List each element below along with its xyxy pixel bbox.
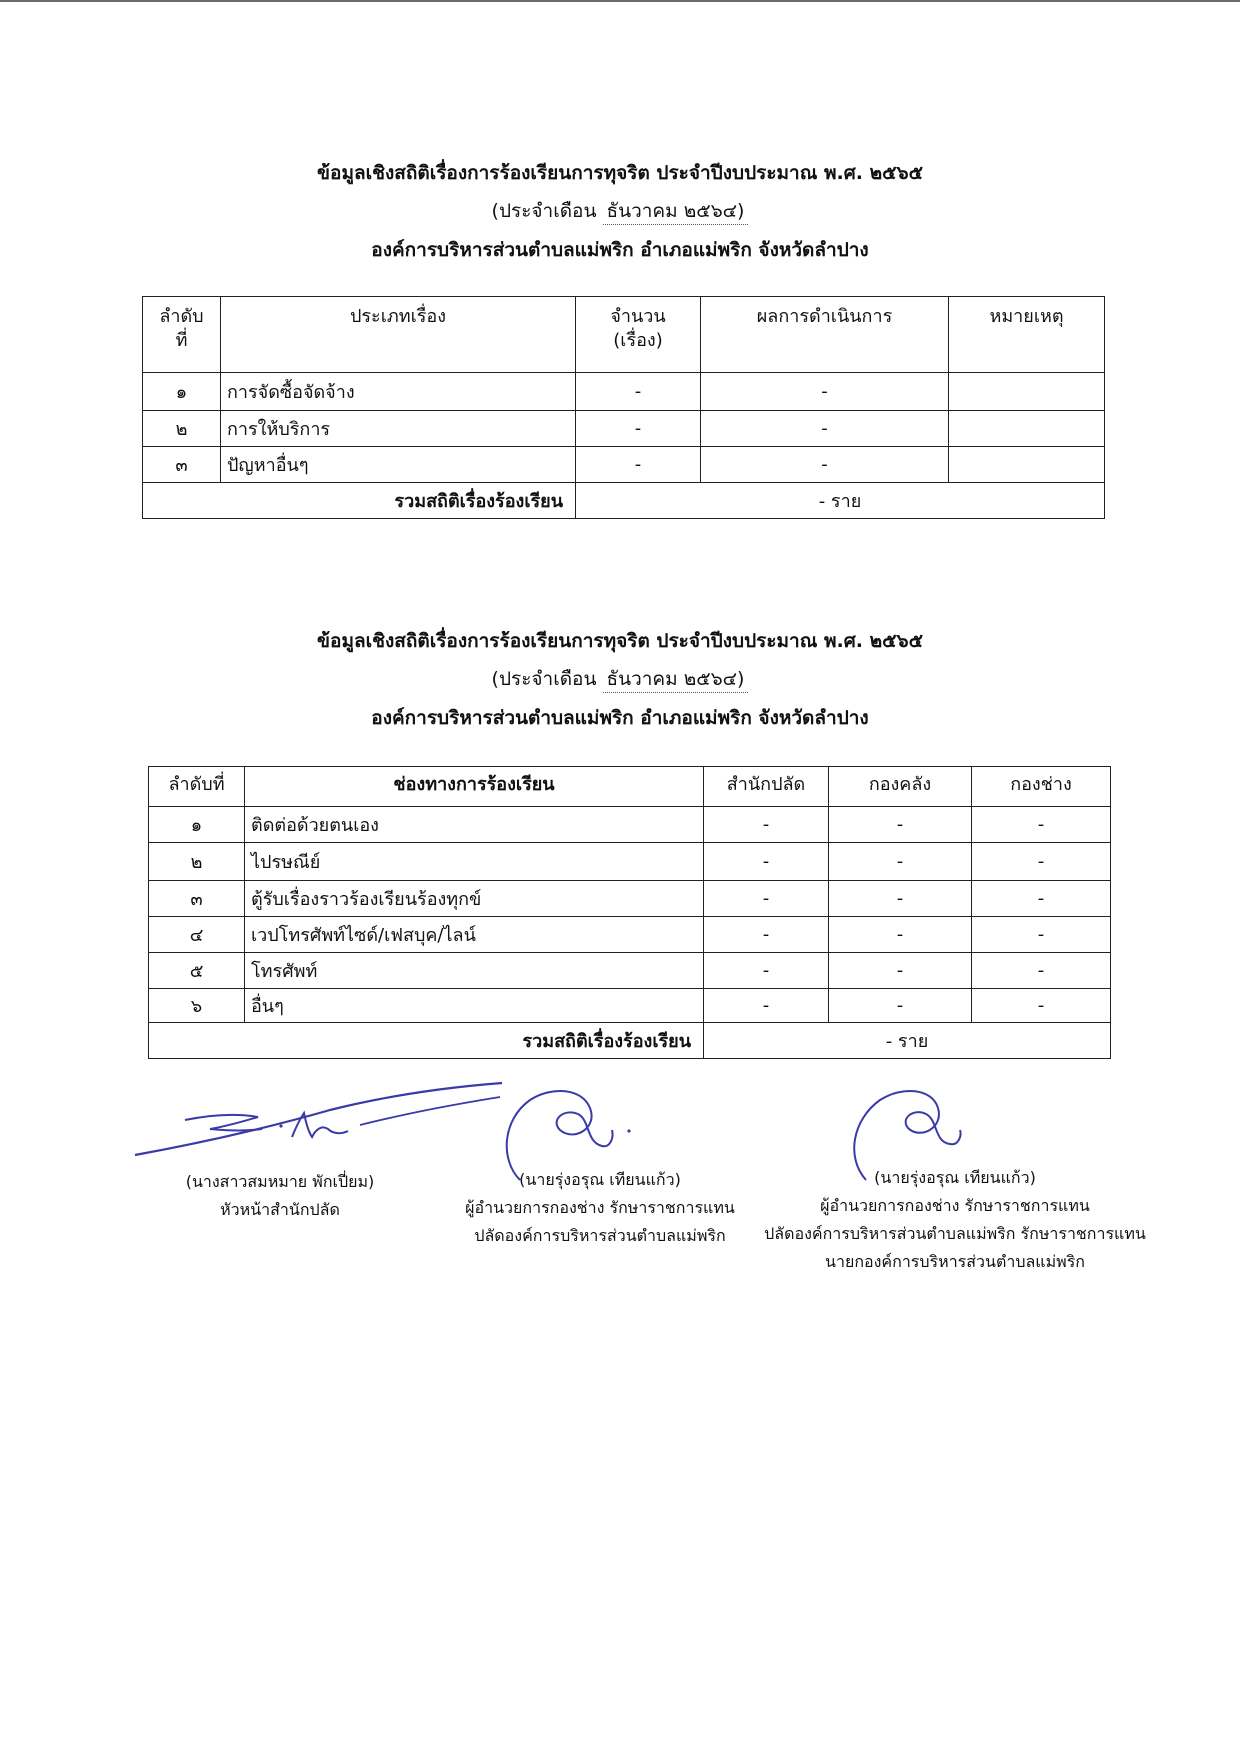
row-finance: - [829, 807, 972, 843]
header-finance: กองคลัง [829, 767, 972, 807]
row-type: ปัญหาอื่นๆ [221, 447, 576, 483]
table-row [149, 917, 1111, 953]
table-row [149, 881, 1111, 917]
table-row [143, 373, 1105, 411]
table-total-row [143, 483, 1105, 519]
section1-month-line [0, 198, 1240, 225]
header-remark: หมายเหตุ [949, 297, 1105, 373]
row-office: - [704, 881, 829, 917]
section1-title: ข้อมูลเชิงสถิติเรื่องการร้องเรียนการทุจริต ประจำปีงบประมาณ พ.ศ. ๒๕๖๕ [317, 162, 923, 184]
header-office: สำนักปลัด [704, 767, 829, 807]
signature-position: ปลัดองค์การบริหารส่วนตำบลแม่พริก [474, 1226, 726, 1245]
table-row [149, 843, 1111, 881]
total-value: - ราย [704, 1023, 1111, 1059]
section2-month-line [0, 666, 1240, 693]
row-channel: อื่นๆ [245, 989, 704, 1023]
signature-block-2 [430, 1166, 770, 1250]
row-engineering: - [972, 807, 1111, 843]
page-top-border [0, 0, 1240, 2]
header-result: ผลการดำเนินการ [701, 297, 949, 373]
row-office: - [704, 843, 829, 881]
header-no: ลำดับที่ [149, 767, 245, 807]
row-channel: โทรศัพท์ [245, 953, 704, 989]
signature-position: นายกองค์การบริหารส่วนตำบลแม่พริก [825, 1252, 1085, 1271]
header-engineering: กองช่าง [972, 767, 1111, 807]
row-no: ๕ [149, 953, 245, 989]
section2-organization: องค์การบริหารส่วนตำบลแม่พริก อำเภอแม่พริก จังหวัดลำปาง [371, 707, 869, 729]
signature-position: หัวหน้าสำนักปลัด [220, 1200, 340, 1219]
row-no: ๔ [149, 917, 245, 953]
row-count: - [576, 373, 701, 411]
row-finance: - [829, 881, 972, 917]
row-no: ๒ [143, 411, 221, 447]
row-remark [949, 373, 1105, 411]
signature-position: ปลัดองค์การบริหารส่วนตำบลแม่พริก รักษาราชการแทน [764, 1224, 1146, 1243]
section1-month-value: ธันวาคม ๒๕๖๔) [603, 198, 749, 225]
row-finance: - [829, 953, 972, 989]
header-count: จำนวน (เรื่อง) [576, 297, 701, 373]
section2-month-value: ธันวาคม ๒๕๖๔) [603, 666, 749, 693]
row-no: ๖ [149, 989, 245, 1023]
row-engineering: - [972, 917, 1111, 953]
row-type: การให้บริการ [221, 411, 576, 447]
row-office: - [704, 917, 829, 953]
row-finance: - [829, 989, 972, 1023]
total-value: - ราย [576, 483, 1105, 519]
row-remark [949, 411, 1105, 447]
row-channel: ตู้รับเรื่องราวร้องเรียนร้องทุกข์ [245, 881, 704, 917]
row-count: - [576, 411, 701, 447]
signature-scribble-1 [130, 1075, 510, 1165]
table-row [149, 953, 1111, 989]
row-no: ๑ [149, 807, 245, 843]
row-engineering: - [972, 843, 1111, 881]
signature-position: ผู้อำนวยการกองช่าง รักษาราชการแทน [820, 1196, 1090, 1215]
row-office: - [704, 953, 829, 989]
section2-title: ข้อมูลเชิงสถิติเรื่องการร้องเรียนการทุจริต ประจำปีงบประมาณ พ.ศ. ๒๕๖๕ [317, 630, 923, 652]
row-office: - [704, 807, 829, 843]
section2-month-prefix: (ประจำเดือน [491, 668, 597, 690]
signature-name: (นางสาวสมหมาย พักเปี่ยม) [185, 1172, 375, 1191]
table-row [149, 807, 1111, 843]
section1-organization: องค์การบริหารส่วนตำบลแม่พริก อำเภอแม่พริก จังหวัดลำปาง [371, 239, 869, 261]
signature-position: ผู้อำนวยการกองช่าง รักษาราชการแทน [465, 1198, 735, 1217]
row-channel: ไปรษณีย์ [245, 843, 704, 881]
row-type: การจัดซื้อจัดจ้าง [221, 373, 576, 411]
row-no: ๑ [143, 373, 221, 411]
row-engineering: - [972, 953, 1111, 989]
signature-block-3 [735, 1164, 1175, 1276]
total-label: รวมสถิติเรื่องร้องเรียน [143, 483, 576, 519]
row-channel: ติดต่อด้วยตนเอง [245, 807, 704, 843]
row-office: - [704, 989, 829, 1023]
row-engineering: - [972, 881, 1111, 917]
section2-heading [0, 628, 1240, 731]
table-total-row [149, 1023, 1111, 1059]
signature-name: (นายรุ่งอรุณ เทียนแก้ว) [519, 1170, 681, 1189]
table-row [143, 411, 1105, 447]
row-finance: - [829, 843, 972, 881]
row-no: ๓ [149, 881, 245, 917]
signature-name: (นายรุ่งอรุณ เทียนแก้ว) [874, 1168, 1036, 1187]
header-no: ลำดับ ที่ [143, 297, 221, 373]
row-channel: เวปโทรศัพท์ไซด์/เฟสบุค/ไลน์ [245, 917, 704, 953]
section1-month-prefix: (ประจำเดือน [491, 200, 597, 222]
row-result: - [701, 373, 949, 411]
row-result: - [701, 447, 949, 483]
total-label: รวมสถิติเรื่องร้องเรียน [149, 1023, 704, 1059]
section1-heading [0, 160, 1240, 263]
row-no: ๒ [149, 843, 245, 881]
table-row [143, 447, 1105, 483]
row-remark [949, 447, 1105, 483]
signature-block-1 [140, 1168, 420, 1224]
complaint-channel-table [148, 766, 1111, 1059]
table-header-row [143, 297, 1105, 373]
complaint-type-table [142, 296, 1105, 519]
row-result: - [701, 411, 949, 447]
header-channel: ช่องทางการร้องเรียน [245, 767, 704, 807]
row-finance: - [829, 917, 972, 953]
header-type: ประเภทเรื่อง [221, 297, 576, 373]
table-row [149, 989, 1111, 1023]
row-count: - [576, 447, 701, 483]
row-no: ๓ [143, 447, 221, 483]
table-header-row [149, 767, 1111, 807]
row-engineering: - [972, 989, 1111, 1023]
